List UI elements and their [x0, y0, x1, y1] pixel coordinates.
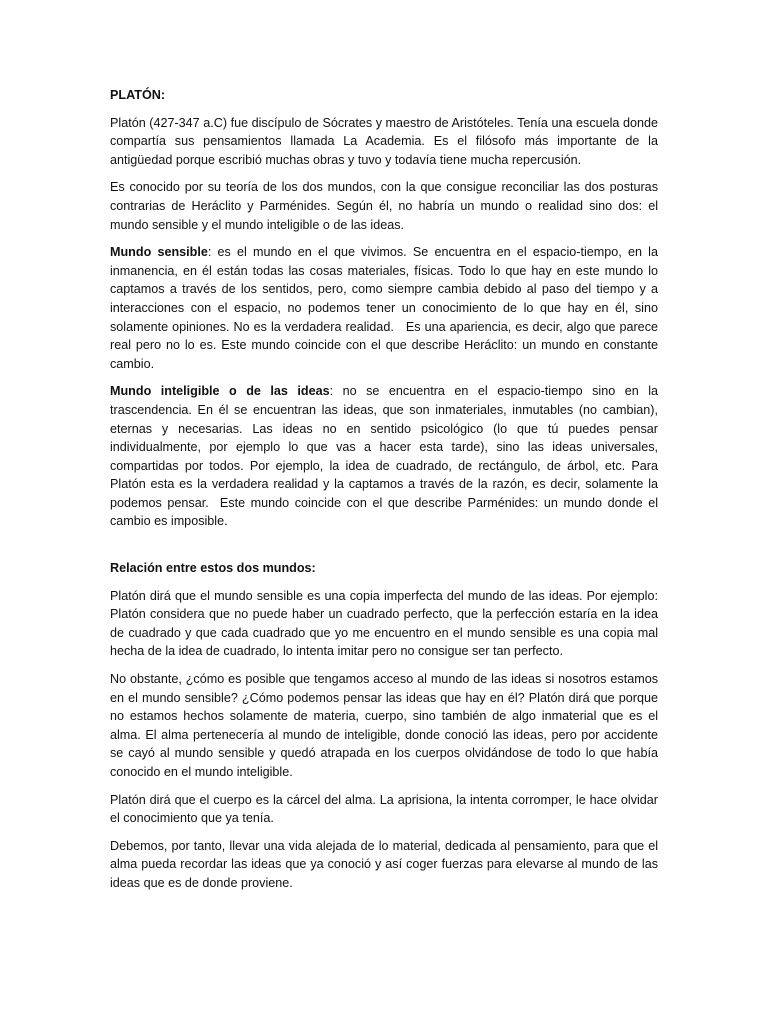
sensible-world-text: : es el mundo en el que vivimos. Se encuentra en el espacio-tiempo, en la inmanencia, en él están todas las cosas materiales, físicas. Todo lo que hay en este mundo lo captamos a través de los sentidos, pero, como siempre cambia debido al paso del tiempo y a interacciones con el espacio, no podemos tener un conocimiento de lo que hay en él, sino solamente opiniones. No es la verdadera realidad. Es una apariencia, es decir, algo que parece real pero no lo es. Este mundo coincide con el que describe Heráclito: un mundo en constante cambio. [110, 245, 662, 371]
relation-paragraph-3: Platón dirá que el cuerpo es la cárcel del alma. La aprisiona, la intenta corromper, le hace olvidar el conocimiento que ya tenía. [110, 792, 658, 826]
document-title: PLATÓN: [110, 88, 166, 102]
intelligible-world-text: : no se encuentra en el espacio-tiempo sino en la trascendencia. En él se encuentran las ideas, que son inmateriales, inmutables (no cambian), eternas y necesarias. Las ideas no en sentido psicológico (lo que tú puedes pensar individualmente, por ejemplo lo que vas a hacer esta tarde), sino las ideas universales, compartidas por todos. Por ejemplo, la idea de cuadrado, de rectángulo, de árbol, etc. Para Platón esta es la verdadera realidad y la captamos a través de la razón, es decir, solamente la podemos pensar. Este mundo coincide con el que describe Parménides: un mundo donde el cambio es imposible. [110, 384, 662, 529]
sensible-world-term: Mundo sensible [110, 245, 208, 260]
document-body [110, 86, 662, 902]
relation-section-title: Relación entre estos dos mundos: [110, 561, 316, 576]
sensible-world-paragraph [110, 243, 662, 373]
relation-paragraph-1: Platón dirá que el mundo sensible es una copia imperfecta del mundo de las ideas. Por ejemplo: Platón considera que no puede haber un cuadrado perfecto, que la perfección estaría en la idea de cuadrado y que cada cuadrado que yo me encuentro en el mundo sensible es una copia mal hecha de la idea de cuadrado, lo intenta imitar pero no consigue ser tan perfecto. [110, 588, 658, 659]
intro-paragraph: Platón (427-347 a.C) fue discípulo de Sócrates y maestro de Aristóteles. Tenía una escuela donde compartía sus pensamientos llamada La Academia. Es el filósofo más importante de la antigüedad porque escribió muchas obras y tuvo y todavía tiene mucha repercusión. [110, 115, 658, 167]
relation-paragraph-2: No obstante, ¿cómo es posible que tengamos acceso al mundo de las ideas si nosotros estamos en el mundo sensible? ¿Cómo podemos pensar las ideas que hay en él? Platón dirá que porque no estamos hechos solamente de materia, cuerpo, sino también de algo inmaterial que es el alma. El alma pertenecería al mundo de inteligible, donde conoció las ideas, pero por accidente se cayó al mundo sensible y quedó atrapada en los cuerpos olvidándose de todo lo que había conocido en el mundo inteligible. [110, 672, 658, 779]
intelligible-world-term: Mundo inteligible o de las ideas [110, 384, 330, 399]
two-worlds-paragraph: Es conocido por su teoría de los dos mundos, con la que consigue reconciliar las dos posturas contrarias de Heráclito y Parménides. Según él, no habría un mundo o realidad sino dos: el mundo sensible y el mundo inteligible o de las ideas. [110, 180, 658, 232]
intelligible-world-paragraph [110, 382, 662, 531]
relation-paragraph-4: Debemos, por tanto, llevar una vida alejada de lo material, dedicada al pensamiento, para que el alma pueda recordar las ideas que ya conoció y así coger fuerzas para elevarse al mundo de las ideas que es de donde proviene. [110, 838, 658, 890]
